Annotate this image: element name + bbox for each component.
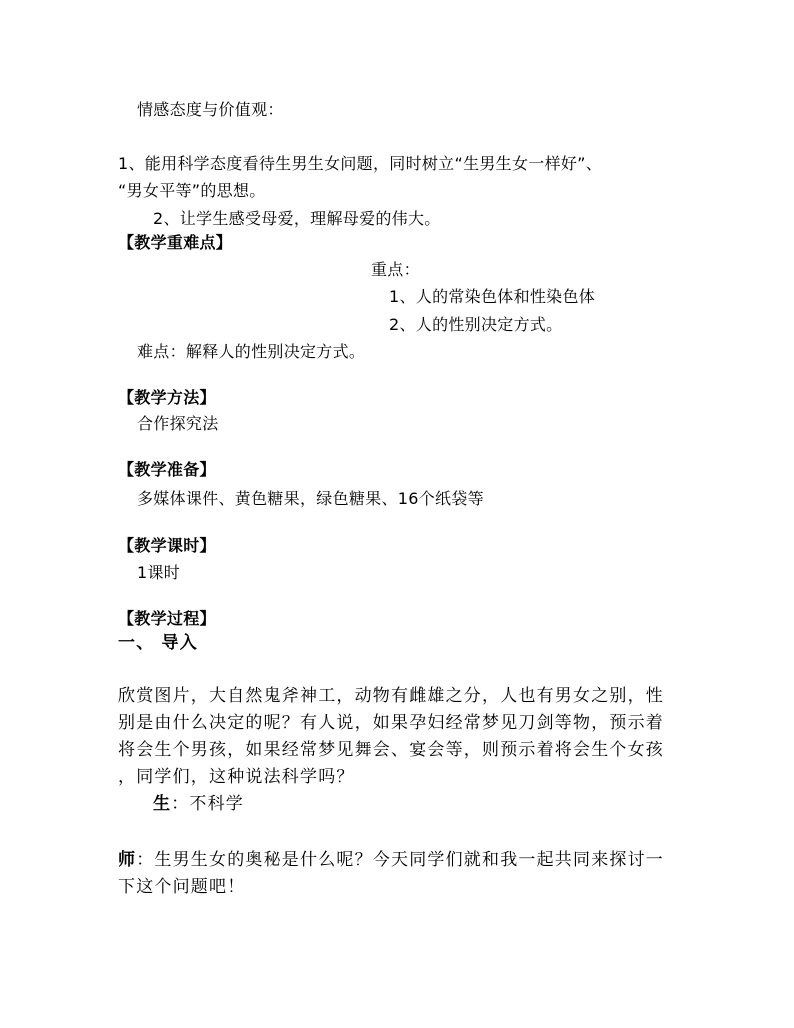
section-1-title: 一、 导入 (118, 633, 198, 653)
student-label: 生 (153, 794, 172, 814)
intro-paragraph-line-3: 将会生个男孩，如果经常梦见舞会、宴会等，则预示着将会生个女孩 (118, 740, 664, 760)
intro-paragraph-line-4: ，同学们，这种说法科学吗？ (118, 767, 355, 787)
goal-item-1-line-2: “男女平等”的思想。 (118, 181, 266, 200)
method-heading: 【教学方法】 (118, 388, 216, 407)
teacher-label: 师 (118, 850, 137, 870)
process-heading: 【教学过程】 (118, 609, 216, 628)
focus-item-1: 1、人的常染色体和性染色体 (389, 287, 596, 306)
preparation-heading: 【教学准备】 (118, 460, 216, 479)
student-reply-text: ：不科学 (171, 794, 245, 814)
teacher-line-1-text: ：生男生女的奥秘是什么呢？今天同学们就和我一起共同来探讨一 (136, 850, 665, 870)
focus-item-2: 2、人的性别决定方式。 (389, 315, 563, 334)
teacher-line-1 (118, 850, 664, 870)
goal-item-2: 2、让学生感受母爱，理解母爱的伟大。 (153, 209, 441, 228)
method-text: 合作探究法 (137, 414, 219, 433)
hours-text: 1课时 (137, 563, 181, 582)
difficulty-text: 难点：解释人的性别决定方式。 (137, 342, 366, 361)
focus-label: 重点： (371, 260, 420, 279)
preparation-text: 多媒体课件、黄色糖果，绿色糖果、16个纸袋等 (137, 489, 484, 508)
goals-heading: 情感态度与价值观： (137, 100, 284, 119)
key-points-heading: 【教学重难点】 (118, 233, 233, 252)
hours-heading: 【教学课时】 (118, 536, 216, 555)
goal-item-1-line-1: 1、能用科学态度看待生男生女问题，同时树立“生男生女一样好”、 (118, 154, 603, 173)
teacher-line-2: 下这个问题吧！ (118, 877, 246, 897)
student-reply (153, 794, 244, 814)
intro-paragraph-line-1: 欣赏图片，大自然鬼斧神工，动物有雌雄之分，人也有男女之别，性 (118, 686, 664, 706)
intro-paragraph-line-2: 别是由什么决定的呢？有人说，如果孕妇经常梦见刀剑等物，预示着 (118, 713, 664, 733)
